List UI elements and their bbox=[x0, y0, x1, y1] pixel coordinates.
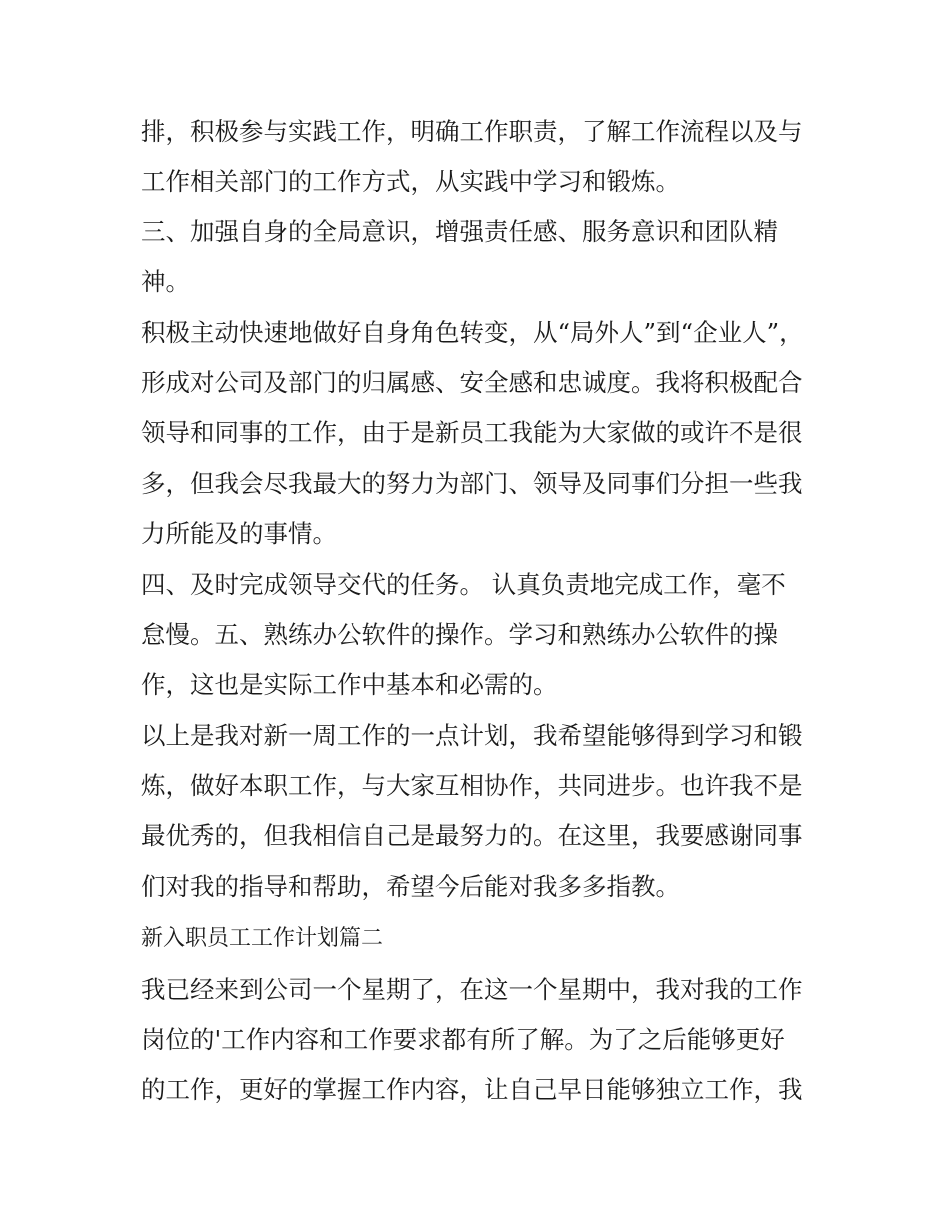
section-heading-line: 三、加强自身的全局意识，增强责任感、服务意识和团队精 bbox=[141, 217, 778, 246]
section-heading-line: 神。 bbox=[141, 267, 190, 296]
paragraph-line: 以上是我对新一周工作的一点计划，我希望能够得到学习和锻 bbox=[141, 721, 803, 750]
paragraph-line: 排，积极参与实践工作，明确工作职责，了解工作流程以及与 bbox=[141, 117, 803, 146]
article-title: 新入职员工工作计划篇二 bbox=[141, 926, 384, 951]
paragraph-line: 积极主动快速地做好自身角色转变，从“局外人”到“企业人”， bbox=[141, 318, 804, 347]
paragraph-line: 们对我的指导和帮助，希望今后能对我多多指教。 bbox=[141, 872, 680, 901]
paragraph-line: 作，这也是实际工作中基本和必需的。 bbox=[141, 670, 558, 699]
paragraph-line: 四、及时完成领导交代的任务。 认真负责地完成工作，毫不 bbox=[141, 570, 786, 599]
paragraph-line: 力所能及的事情。 bbox=[141, 519, 337, 548]
paragraph-line: 形成对公司及部门的归属感、安全感和忠诚度。我将积极配合 bbox=[141, 368, 803, 397]
paragraph-line: 的工作，更好的掌握工作内容，让自己早日能够独立工作，我 bbox=[141, 1075, 803, 1104]
paragraph-line: 炼，做好本职工作，与大家互相协作，共同进步。也许我不是 bbox=[141, 771, 803, 800]
paragraph-line: 工作相关部门的工作方式，从实践中学习和锻炼。 bbox=[141, 167, 680, 196]
paragraph-line: 多，但我会尽我最大的努力为部门、领导及同事们分担一些我 bbox=[141, 469, 803, 498]
paragraph-line: 怠慢。五、熟练办公软件的操作。学习和熟练办公软件的操 bbox=[141, 620, 778, 649]
paragraph-line: 最优秀的，但我相信自己是最努力的。在这里，我要感谢同事 bbox=[141, 821, 803, 850]
paragraph-line: 岗位的'工作内容和工作要求都有所了解。为了之后能够更好 bbox=[141, 1025, 785, 1054]
paragraph-line: 我已经来到公司一个星期了，在这一个星期中，我对我的工作 bbox=[141, 975, 803, 1004]
paragraph-line: 领导和同事的工作，由于是新员工我能为大家做的或许不是很 bbox=[141, 418, 803, 447]
